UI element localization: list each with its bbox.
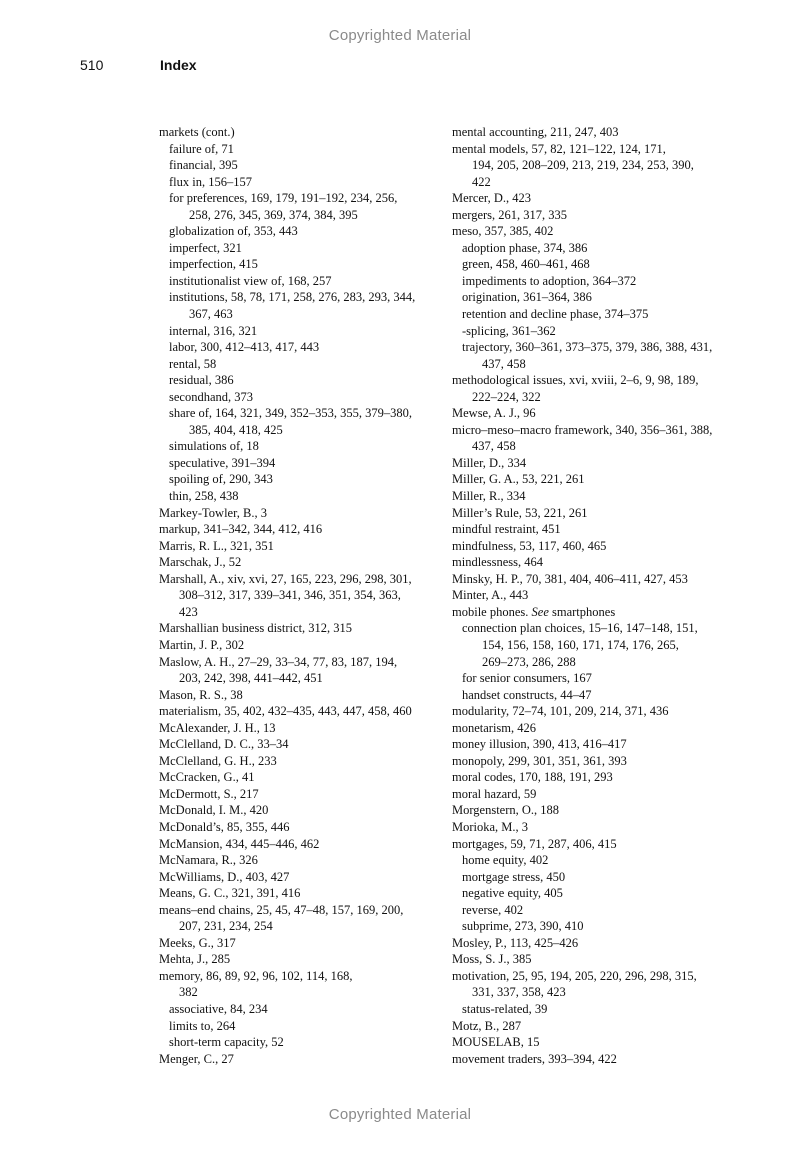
index-column-left [159,124,439,1067]
index-entry-continuation [452,157,734,174]
index-entry-text: McMansion, 434, 445–446, 462 [159,836,320,851]
index-entry-text: 222–224, 322 [472,389,541,404]
index-entry [159,720,439,737]
index-entry-text: Miller, G. A., 53, 221, 261 [452,472,585,487]
index-entry [452,471,734,488]
index-subentry [159,372,439,389]
index-entry-text: McNamara, R., 326 [159,853,258,868]
index-entry-text: for senior consumers, 167 [462,671,592,686]
index-entry-text: Moss, S. J., 385 [452,952,532,967]
index-entry-text: 194, 205, 208–209, 213, 219, 234, 253, 390, [472,158,694,173]
index-entry-text: share of, 164, 321, 349, 352–353, 355, 379–380, [169,406,413,421]
index-entry-continuation [159,670,439,687]
index-entry [452,223,734,240]
index-subentry [159,157,439,174]
index-subentry [159,190,439,207]
index-entry-text: Marshallian business district, 312, 315 [159,621,353,636]
index-entry-text: simulations of, 18 [169,439,259,454]
index-entry [159,753,439,770]
index-subentry [159,289,439,306]
index-entry-continuation [452,174,734,191]
index-entry [452,422,734,439]
index-entry [452,505,734,522]
index-entry [452,571,734,588]
index-entry-text: markets (cont.) [159,125,235,139]
index-entry-continuation [452,637,734,654]
index-subentry [452,306,734,323]
index-entry [452,488,734,505]
index-entry-continuation [452,438,734,455]
index-entry-text: mobile phones. [452,604,529,619]
index-entry-text: Marschak, J., 52 [159,555,242,570]
index-entry [452,587,734,604]
index-entry [452,141,734,158]
index-entry [452,124,734,141]
index-entry [452,968,734,985]
index-entry [452,935,734,952]
index-entry-text: monetarism, 426 [452,720,537,735]
index-subentry [452,620,734,637]
index-entry-text: 331, 337, 358, 423 [472,985,566,1000]
index-entry-text: 437, 458 [482,356,526,371]
index-entry [452,769,734,786]
index-entry-text: mindlessness, 464 [452,555,543,570]
index-entry-text: short-term capacity, 52 [169,1035,284,1050]
index-entry-text: 382 [179,985,198,1000]
index-entry-text: McClelland, G. H., 233 [159,753,277,768]
index-entry [159,951,439,968]
index-entry-text: failure of, 71 [169,141,234,156]
index-entry-text: 422 [472,174,491,189]
index-entry-text: 437, 458 [472,439,516,454]
index-entry-text: McClelland, D. C., 33–34 [159,737,289,752]
index-subentry [452,670,734,687]
index-entry [159,968,439,985]
index-entry [159,902,439,919]
index-entry-text: reverse, 402 [462,902,524,917]
index-entry-text: McAlexander, J. H., 13 [159,720,276,735]
index-subentry [159,273,439,290]
index-subentry [452,339,734,356]
index-entry-text: flux in, 156–157 [169,174,252,189]
index-subentry [159,389,439,406]
index-entry-continuation [159,422,439,439]
index-entry-text: Maslow, A. H., 27–29, 33–34, 77, 83, 187, 194, [159,654,398,669]
index-entry-text: Mewse, A. J., 96 [452,406,536,421]
index-entry-text: institutions, 58, 78, 171, 258, 276, 283, 293, 344, [169,290,416,305]
index-entry-text: for preferences, 169, 179, 191–192, 234, 256, [169,191,398,206]
index-entry-text: 154, 156, 158, 160, 171, 174, 176, 265, [482,637,679,652]
index-entry-text: Mercer, D., 423 [452,191,531,206]
index-entry-text: mortgages, 59, 71, 287, 406, 415 [452,836,617,851]
index-entry-text: McDermott, S., 217 [159,786,259,801]
index-entry [159,819,439,836]
index-entry-text: mindfulness, 53, 117, 460, 465 [452,538,607,553]
index-entry-text: McDonald’s, 85, 355, 446 [159,819,290,834]
index-entry [159,769,439,786]
index-entry-continuation [159,918,439,935]
index-entry-text: Markey-Towler, B., 3 [159,505,267,520]
index-entry-text: Means, G. C., 321, 391, 416 [159,886,301,901]
index-entry-text: 308–312, 317, 339–341, 346, 351, 354, 363, [179,588,401,603]
index-entry-text: mindful restraint, 451 [452,522,561,537]
index-entry [452,836,734,853]
index-entry-text: McCracken, G., 41 [159,770,255,785]
index-entry-text: impediments to adoption, 364–372 [462,273,637,288]
index-entry-text: Motz, B., 287 [452,1018,522,1033]
index-entry-text: Marris, R. L., 321, 351 [159,538,274,553]
index-entry [452,786,734,803]
index-entry-text: Marshall, A., xiv, xvi, 27, 165, 223, 296, 298, 301, [159,571,412,586]
index-entry [452,802,734,819]
index-entry [452,720,734,737]
index-entry [452,538,734,555]
index-entry-continuation [159,207,439,224]
index-subentry [452,852,734,869]
index-subentry [159,141,439,158]
index-entry-text: Morgenstern, O., 188 [452,803,560,818]
index-entry [159,869,439,886]
index-entry-text: home equity, 402 [462,853,549,868]
index-entry-text: Miller, D., 334 [452,455,527,470]
index-subentry [452,323,734,340]
index-entry-text: means–end chains, 25, 45, 47–48, 157, 169, 200, [159,902,404,917]
index-entry-text: institutionalist view of, 168, 257 [169,273,332,288]
index-entry-text: 385, 404, 418, 425 [189,422,283,437]
index-entry-continuation [159,984,439,1001]
index-entry-text: globalization of, 353, 443 [169,224,298,239]
index-entry-text: subprime, 273, 390, 410 [462,919,584,934]
index-entry-text: limits to, 264 [169,1018,236,1033]
index-entry-text: status-related, 39 [462,1001,548,1016]
index-entry-text: imperfection, 415 [169,257,258,272]
index-entry-text: Miller’s Rule, 53, 221, 261 [452,505,588,520]
watermark-top: Copyrighted Material [328,27,472,44]
index-entry-text: rental, 58 [169,356,217,371]
index-entry [452,736,734,753]
index-subentry [159,488,439,505]
index-subentry [159,223,439,240]
index-subentry [452,869,734,886]
index-entry-text: negative equity, 405 [462,886,563,901]
index-entry [452,703,734,720]
index-entry-text: labor, 300, 412–413, 417, 443 [169,340,320,355]
index-subentry [159,455,439,472]
index-entry-text: Morioka, M., 3 [452,819,529,834]
index-subentry [452,918,734,935]
index-subentry [452,256,734,273]
index-entry-text: origination, 361–364, 386 [462,290,592,305]
index-entry [452,819,734,836]
index-entry [159,935,439,952]
index-entry-text: associative, 84, 234 [169,1001,268,1016]
index-column-right [452,124,734,1067]
index-subentry [159,471,439,488]
see-target: smartphones [548,604,616,619]
index-entry-continuation [159,306,439,323]
index-entry-text: -splicing, 361–362 [462,323,556,338]
index-subentry [159,339,439,356]
index-subentry [452,289,734,306]
index-entry [159,852,439,869]
index-entry-text: 367, 463 [189,307,233,322]
index-entry-text: Mosley, P., 113, 425–426 [452,935,579,950]
page-title: Index [160,57,197,73]
index-entry [159,554,439,571]
index-entry-text: thin, 258, 438 [169,489,239,504]
index-entry [452,455,734,472]
index-entry [452,521,734,538]
index-entry [159,786,439,803]
index-entry-text: secondhand, 373 [169,389,254,404]
index-entry-text: 258, 276, 345, 369, 374, 384, 395 [189,207,358,222]
index-entry-text: 207, 231, 234, 254 [179,919,273,934]
index-entry-text: 423 [179,604,198,619]
index-entry-text: financial, 395 [169,158,238,173]
index-entry [159,521,439,538]
index-entry [452,604,734,621]
index-entry-text: Menger, C., 27 [159,1051,234,1066]
index-entry-text: mental models, 57, 82, 121–122, 124, 171, [452,141,666,156]
index-entry [452,190,734,207]
index-entry [159,620,439,637]
index-entry-text: money illusion, 390, 413, 416–417 [452,737,627,752]
index-entry-text: MOUSELAB, 15 [452,1035,540,1050]
index-subentry [452,1001,734,1018]
index-entry-text: methodological issues, xvi, xviii, 2–6, 9, 98, 189, [452,373,699,388]
index-entry-text: McDonald, I. M., 420 [159,803,269,818]
index-entry [159,505,439,522]
index-entry-text: motivation, 25, 95, 194, 205, 220, 296, 298, 315, [452,968,697,983]
index-entry-text: 269–273, 286, 288 [482,654,576,669]
index-entry-text: 203, 242, 398, 441–442, 451 [179,671,323,686]
index-entry-text: retention and decline phase, 374–375 [462,307,649,322]
index-entry [159,571,439,588]
index-entry-text: movement traders, 393–394, 422 [452,1051,617,1066]
index-entry-text: green, 458, 460–461, 468 [462,257,590,272]
index-entry-continuation [452,984,734,1001]
index-entry-text: residual, 386 [169,373,234,388]
index-entry-text: connection plan choices, 15–16, 147–148, 151, [462,621,698,636]
index-entry-text: Mason, R. S., 38 [159,687,243,702]
index-entry-text: markup, 341–342, 344, 412, 416 [159,522,323,537]
index-entry-text: moral codes, 170, 188, 191, 293 [452,770,613,785]
index-entry-text: moral hazard, 59 [452,786,537,801]
index-subentry [452,240,734,257]
index-subentry [159,240,439,257]
index-entry-text: mental accounting, 211, 247, 403 [452,125,619,139]
index-entry-text: Meeks, G., 317 [159,935,236,950]
index-entry-text: Mehta, J., 285 [159,952,231,967]
index-subentry [159,1001,439,1018]
index-entry [452,753,734,770]
index-entry [452,1034,734,1051]
index-entry [452,1051,734,1068]
index-entry-text: Miller, R., 334 [452,489,526,504]
index-entry [452,372,734,389]
index-entry [159,654,439,671]
page-number: 510 [80,57,104,73]
index-entry [159,538,439,555]
index-entry-text: McWilliams, D., 403, 427 [159,869,290,884]
index-entry-text: spoiling of, 290, 343 [169,472,273,487]
index-entry-text: handset constructs, 44–47 [462,687,592,702]
index-entry [452,951,734,968]
index-entry-continuation [159,604,439,621]
watermark-bottom: Copyrighted Material [328,1106,472,1123]
index-entry-text: meso, 357, 385, 402 [452,224,554,239]
see-reference: See [531,604,549,619]
index-subentry [159,174,439,191]
index-entry-text: Martin, J. P., 302 [159,637,245,652]
index-entry-text: internal, 316, 321 [169,323,258,338]
index-entry-text: materialism, 35, 402, 432–435, 443, 447, 458, 460 [159,704,412,719]
index-subentry [452,902,734,919]
index-entry-text: memory, 86, 89, 92, 96, 102, 114, 168, [159,968,353,983]
index-entry [159,885,439,902]
index-entry-text: Minsky, H. P., 70, 381, 404, 406–411, 427, 453 [452,571,688,586]
index-entry [452,554,734,571]
index-subentry [159,405,439,422]
index-subentry [452,273,734,290]
index-entry-text: modularity, 72–74, 101, 209, 214, 371, 436 [452,704,669,719]
index-entry-text: trajectory, 360–361, 373–375, 379, 386, 388, 431, [462,340,713,355]
index-entry-continuation [159,587,439,604]
index-entry-continuation [452,356,734,373]
index-entry-text: micro–meso–macro framework, 340, 356–361, 388, [452,422,713,437]
index-subentry [159,1018,439,1035]
index-entry [159,736,439,753]
index-entry-continuation [452,654,734,671]
index-entry [452,405,734,422]
index-entry-text: mortgage stress, 450 [462,869,566,884]
index-entry [159,687,439,704]
index-subentry [159,256,439,273]
index-entry-text: adoption phase, 374, 386 [462,240,588,255]
index-entry [159,637,439,654]
index-entry-text: mergers, 261, 317, 335 [452,207,568,222]
index-subentry [159,356,439,373]
index-entry-text: Minter, A., 443 [452,588,529,603]
index-subentry [452,687,734,704]
index-entry [159,836,439,853]
index-subentry [452,885,734,902]
index-entry [159,124,439,141]
index-subentry [159,438,439,455]
index-entry [159,802,439,819]
index-entry-text: imperfect, 321 [169,240,242,255]
index-entry [159,1051,439,1068]
index-entry [452,207,734,224]
index-subentry [159,1034,439,1051]
index-entry [159,703,439,720]
index-entry-continuation [452,389,734,406]
index-entry [452,1018,734,1035]
index-entry-text: speculative, 391–394 [169,455,276,470]
index-entry-text: monopoly, 299, 301, 351, 361, 393 [452,753,627,768]
index-subentry [159,323,439,340]
